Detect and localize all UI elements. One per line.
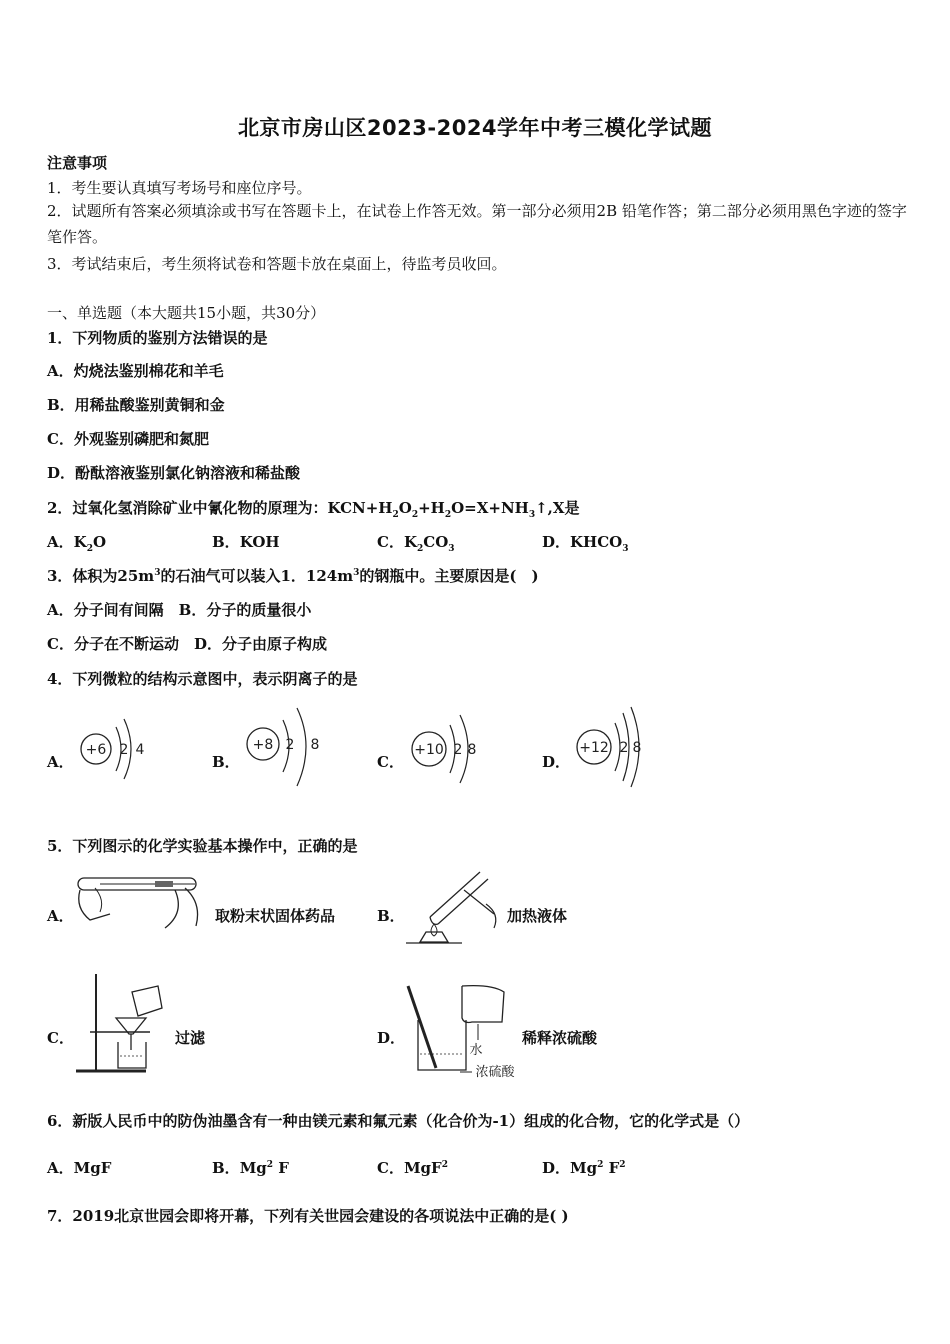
q6-stem: 6．新版人民币中的防伪油墨含有一种由镁元素和氟元素（化合价为-1）组成的化合物，它的化学式是（） [47, 1112, 750, 1130]
q4-option-b-label: B． [212, 753, 240, 771]
alcohol-lamp [420, 932, 448, 942]
q1-option-d: D．酚酞溶液鉴别氯化钠溶液和稀盐酸 [47, 464, 301, 482]
q2-option-d: D．$KHCO_3$ [542, 533, 629, 554]
q3-options-row-2: C．分子在不断运动 D．分子由原子构成 [47, 635, 327, 653]
q3-stem: 3．体积为$25m^3$的石油气可以装入1．$124m^3$的钢瓶中。主要原因是( ) [47, 567, 539, 585]
nucleus-charge: +12 [579, 740, 609, 756]
pouring-beaker [462, 986, 504, 1023]
shell-arc-2 [297, 708, 306, 786]
q4-option-c-diagram [408, 705, 493, 790]
q5-option-b-illustration [402, 862, 502, 944]
q3-options-row-1: A．分子间有间隔 B．分子的质量很小 [47, 601, 312, 619]
water-label: 水 [469, 1043, 483, 1058]
q5-option-d-illustration [400, 978, 520, 1082]
tube-end [430, 917, 438, 924]
q2-stem: 2．过氧化氢消除矿业中氰化物的原理为：$KCN+H_2O_2+H_2O=X+NH_3↑,X$是 [47, 499, 580, 520]
right-wrist [185, 888, 198, 926]
q1-option-b: B．用稀盐酸鉴别黄铜和金 [47, 396, 225, 414]
q5-option-b-label: B． [377, 907, 405, 925]
left-hand [79, 890, 110, 920]
q5-option-d-label: D． [377, 1029, 406, 1047]
shell-2-count: 4 [135, 742, 145, 758]
nucleus-charge: +8 [252, 737, 274, 753]
shell-1-count: 2 [619, 740, 629, 756]
shell-1-count: 2 [119, 742, 129, 758]
test-tube-top [430, 872, 480, 917]
notice-item-1: 1．考生要认真填写考场号和座位序号。 [47, 179, 312, 197]
q5-option-c-label: C． [47, 1029, 74, 1047]
q1-option-c: C．外观鉴别磷肥和氮肥 [47, 430, 209, 448]
beaker-top [132, 986, 162, 1016]
q1-stem: 1．下列物质的鉴别方法错误的是 [47, 329, 268, 347]
shell-1-count: 2 [285, 737, 295, 753]
page-title: 北京市房山区2023-2024学年中考三模化学试题 [237, 116, 713, 140]
q5-stem: 5．下列图示的化学实验基本操作中，正确的是 [47, 837, 358, 855]
powder [155, 881, 173, 887]
q5-option-c-illustration [70, 970, 180, 1076]
q4-option-c-label: C． [377, 753, 404, 771]
right-hand [165, 890, 178, 928]
q5-option-c-caption: 过滤 [175, 1029, 206, 1047]
hand [486, 904, 496, 928]
q1-option-a: A．灼烧法鉴别棉花和羊毛 [47, 362, 224, 380]
q4-option-d-diagram [573, 703, 658, 791]
q5-option-b-caption: 加热液体 [507, 907, 568, 925]
q5-option-a-label: A． [47, 907, 74, 925]
beaker-bottom [118, 1042, 146, 1068]
nucleus-charge: +10 [414, 742, 444, 758]
q4-option-a-label: A． [47, 753, 74, 771]
q7-stem: 7．2019北京世园会即将开幕，下列有关世园会建设的各项说法中正确的是( ) [47, 1207, 569, 1225]
q6-option-d: D．Mg$^2$ $F^2$ [542, 1159, 626, 1177]
shell-2-count: 8 [310, 737, 320, 753]
notice-item-2: 2．试题所有答案必须填涂或书写在答题卡上，在试卷上作答无效。第一部分必须用2B 铅笔作答；第二部分必须用黑色字迹的签字笔作答。 [47, 202, 907, 246]
beaker [418, 1020, 466, 1070]
notice-heading: 注意事项 [47, 154, 108, 172]
q4-option-a-diagram [78, 705, 158, 790]
tube-holder [464, 890, 494, 914]
flame [431, 924, 437, 936]
shell-1-count: 2 [453, 742, 463, 758]
nucleus-charge: +6 [85, 742, 107, 758]
test-tube-bottom [438, 879, 488, 924]
shell-2-count: 8 [632, 740, 642, 756]
q4-option-b-diagram [243, 700, 328, 790]
glass-rod [408, 986, 436, 1068]
q5-option-a-illustration [70, 868, 210, 933]
q6-option-b: B．Mg$^2$ F [212, 1159, 289, 1177]
acid-label: 浓硫酸 [475, 1065, 515, 1080]
q2-option-a: A．$K_2O$ [47, 533, 107, 554]
section-heading: 一、单选题（本大题共15小题，共30分） [47, 304, 326, 322]
shell-2-count: 8 [467, 742, 477, 758]
q2-option-c: C．$K_2CO_3$ [377, 533, 455, 554]
q2-option-b: B．KOH [212, 533, 280, 551]
notice-item-3: 3．考试结束后，考生须将试卷和答题卡放在桌面上，待监考员收回。 [47, 255, 507, 273]
q5-option-a-caption: 取粉末状固体药品 [215, 907, 336, 925]
q5-option-d-caption: 稀释浓硫酸 [522, 1029, 598, 1047]
left-fingers [95, 888, 102, 912]
q4-option-d-label: D． [542, 753, 571, 771]
q6-option-c: C．MgF$^2$ [377, 1159, 448, 1177]
q6-option-a: A．MgF [47, 1159, 112, 1177]
q4-stem: 4．下列微粒的结构示意图中，表示阴离子的是 [47, 670, 358, 688]
